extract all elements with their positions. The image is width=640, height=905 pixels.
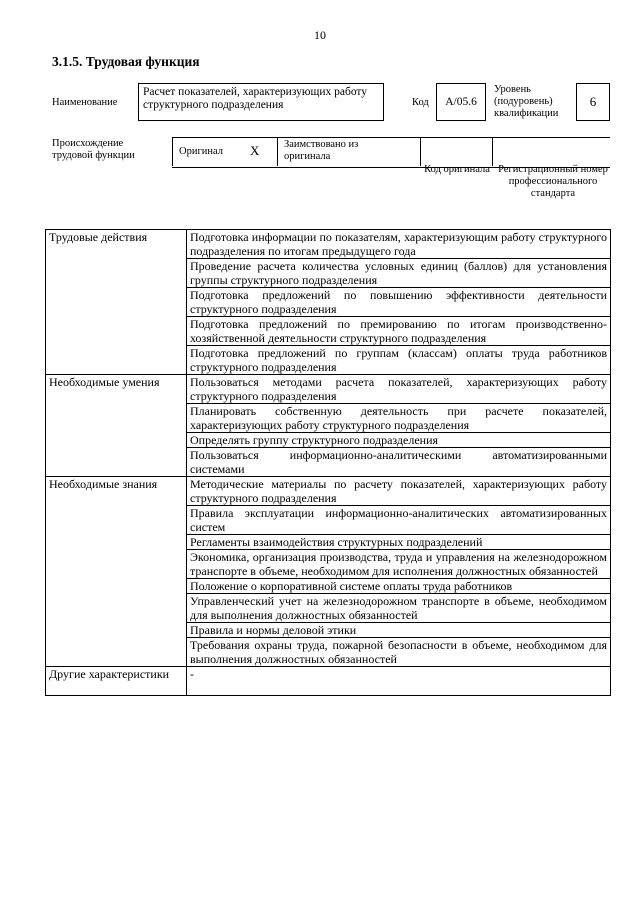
table-row: [46, 375, 611, 404]
table-cell: Подготовка информации по показателям, характеризующим работу структурного подразделения по итогам предыдущего года: [187, 230, 611, 259]
table-cell: Подготовка предложений по повышению эффективности деятельности структурного подразделения: [187, 288, 611, 317]
table-cell: Регламенты взаимодействия структурных подразделений: [187, 535, 611, 550]
name-value-box: [138, 83, 384, 121]
table-cell: -: [187, 667, 611, 696]
table-cell: Определять группу структурного подразделения: [187, 433, 611, 448]
section-title-cell: Необходимые умения: [46, 375, 187, 477]
table-row: [46, 477, 611, 506]
table-cell: Планировать собственную деятельность при расчете показателей, характеризующих работу структурного подразделения: [187, 404, 611, 433]
code-value: A/05.6: [436, 83, 486, 121]
table-cell: Требования охраны труда, пожарной безопасности в объеме, необходимом для выполнения должностных обязанностей: [187, 638, 611, 667]
table-cell: Управленческий учет на железнодорожном транспорте в объеме, необходимом для выполнения должностных обязанностей: [187, 594, 611, 623]
code-label: Код: [412, 97, 429, 108]
name-label: Наименование: [52, 97, 118, 108]
level-value: 6: [576, 83, 610, 121]
table-row: [46, 667, 611, 696]
table-cell: Подготовка предложений по группам (классам) оплаты труда работников структурного подразделения: [187, 346, 611, 375]
origin-divider: [420, 137, 421, 166]
original-mark: X: [250, 143, 260, 158]
table-cell: Пользоваться методами расчета показателей, характеризующих работу структурного подразделения: [187, 375, 611, 404]
origin-label: Происхождение трудовой функции: [52, 138, 135, 161]
origin-divider: [172, 137, 173, 166]
table-cell: Пользоваться информационно-аналитическими автоматизированными системами: [187, 448, 611, 477]
table-row: [46, 230, 611, 259]
table-cell: Правила эксплуатации информационно-аналитических автоматизированных систем: [187, 506, 611, 535]
code-caption: Код оригинала: [424, 164, 490, 175]
section-title-cell: Трудовые действия: [46, 230, 187, 375]
level-label: Уровень (подуровень) квалификации: [494, 84, 559, 119]
reg-caption: Регистрационный номер профессионального стандарта: [498, 164, 608, 199]
section-title: 3.1.5. Трудовая функция: [52, 54, 200, 69]
table-cell: Положение о корпоративной системе оплаты труда работников: [187, 579, 611, 594]
origin-divider: [277, 137, 278, 166]
function-table: [45, 229, 611, 696]
page-number: 10: [314, 28, 326, 42]
table-cell: Экономика, организация производства, труда и управления на железнодорожном транспорте в объеме, необходимом для исполнения должностных обязанностей: [187, 550, 611, 579]
origin-divider: [492, 137, 493, 166]
table-cell: Методические материалы по расчету показателей, характеризующих работу структурного подразделения: [187, 477, 611, 506]
table-cell: Подготовка предложений по премированию по итогам производственно-хозяйственной деятельности структурного подразделения: [187, 317, 611, 346]
table-cell: Правила и нормы деловой этики: [187, 623, 611, 638]
borrowed-label: Заимствовано из оригинала: [284, 139, 359, 162]
table-cell: Проведение расчета количества условных единиц (баллов) для установления группы структурного подразделения: [187, 259, 611, 288]
section-title-cell: Другие характеристики: [46, 667, 187, 696]
section-title-cell: Необходимые знания: [46, 477, 187, 667]
name-value: Расчет показателей, характеризующих работу структурного подразделения: [143, 86, 368, 111]
original-label: Оригинал: [179, 146, 223, 157]
